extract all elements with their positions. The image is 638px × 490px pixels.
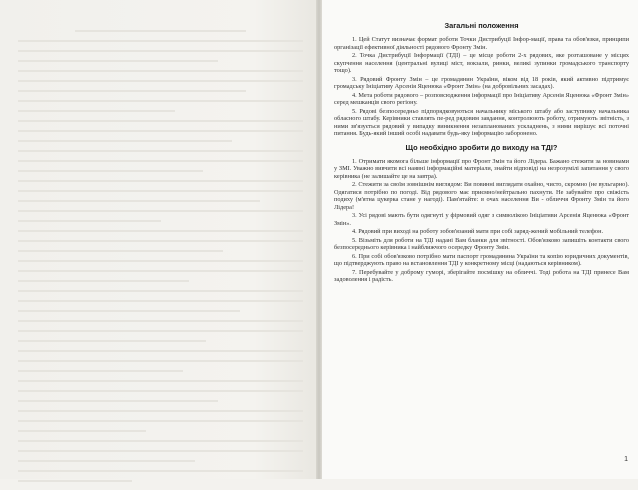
paragraph: 7. Перебувайте у доброму гуморі, зберігайте посмішку на обличчі. Тоді робота на ТДІ принесе Вам задоволення і радість. xyxy=(334,268,629,283)
page-content xyxy=(334,22,629,285)
left-page-bleedthrough xyxy=(0,0,318,479)
paragraph: 2. Стежити за своїм зовнішнім виглядом: Ви повинні виглядати охайно, чисто, скромно (не вульгарно). Одягатися потрібно по погоді. Від рядового має приємно/нейтрально пахнути. Не забувайте про свіжість подиху (м'ятна цукерка стане у нагоді). Пам'ятайте: в очах населення Ви - обличчя Фронту Змін та його Лідера! xyxy=(334,181,629,211)
bleedthrough-lines xyxy=(18,30,303,490)
paragraph: 3. Рядовий Фронту Змін – це громадянин України, віком від 18 років, який активно підтримує громадську Ініціативу Арсенія Яценюка «Фронт Змін» (на добровільних засадах). xyxy=(334,75,629,90)
section-heading-before-tdi: Що необхідно зробити до виходу на ТДІ? xyxy=(405,142,558,152)
paragraph: 5. Рядові безпосередньо підпорядковуються начальнику міського штабу або заступнику начальника обласного штабу. Керівники ставлять пе-ред рядовим завдання, контролюють роботу, отримують звітність, з ними зв'язується рядовий у випадку виникнення незапланованих ускладнень, з ними вирішує всі поточні питання. Будь-який інший особі надавати будь-яку інформацію заборонено. xyxy=(334,107,629,137)
page-number: 1 xyxy=(624,456,628,463)
right-page xyxy=(322,0,638,479)
paragraph: 2. Точка Дистрибуції Інформації (ТДІ) – це місце роботи 2-х рядових, яке розташоване у місцях скупчення населення (центральні вулиці міст, вокзали, ринки, великі зупинки громадського транспорту тощо). xyxy=(334,52,629,74)
section-heading-general-provisions: Загальні положення xyxy=(444,21,519,30)
paragraph: 4. Рядовий при виході на роботу зобов'язаний мати при собі заряд-жений мобільний телефон. xyxy=(352,228,604,235)
paragraph: 1. Отримати якомога більше інформації про Фронт Змін та його Лідера. Бажано стежити за новинами у ЗМІ. Уважно вивчити всі наявні інформаційні матеріали, знайти відповіді на незрозумілі запитання у свого керівника (не залишайте це на завтра). xyxy=(334,157,629,180)
paragraph: 4. Мета роботи рядового – розповсюдження інформації про Ініціативу Арсенія Яценюка «Фронт Змін» серед мешканців свого регіону. xyxy=(334,91,629,106)
paragraph: 1. Цей Статут визначає формат роботи Точки Дистрибуції Інфор-мації, права та обов'язки, принципи організації ефективної діяльності рядового Фронту Змін. xyxy=(334,36,629,51)
paragraph: 6. При собі обов'язково потрібно мати паспорт громадянина України та копію юридичних документів, що підтверджують право на встановлення ТДІ у конкретному місці (надаються керівником). xyxy=(334,252,629,267)
paragraph: 3. Усі рядові мають бути одягнуті у фірмовий одяг з символікою Ініціативи Арсенія Яценюка «Фронт Змін». xyxy=(334,212,629,227)
paragraph: 5. Візьміть для роботи на ТДІ надані Вам бланки для звітності. Обов'язково запишіть контакти свого безпосереднього керівника і найближчого осередку Фронту Змін. xyxy=(334,236,629,251)
